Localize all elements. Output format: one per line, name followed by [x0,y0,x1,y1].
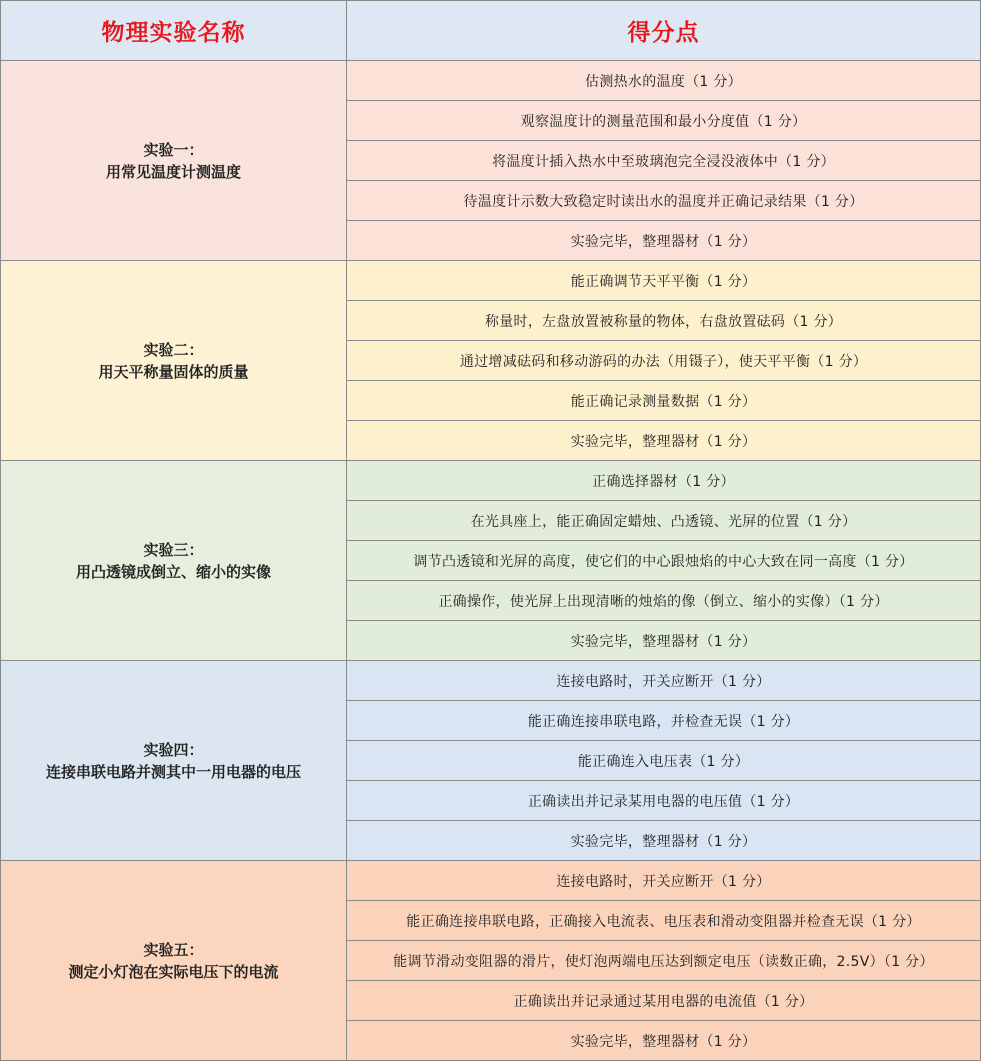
scoring-point-cell: 实验完毕，整理器材（1 分） [347,1021,981,1061]
scoring-point-cell: 将温度计插入热水中至玻璃泡完全浸没液体中（1 分） [347,141,981,181]
experiment-name-cell [1,61,347,261]
scoring-point-cell: 实验完毕，整理器材（1 分） [347,421,981,461]
experiment-subtitle: 用天平称量固体的质量 [98,362,249,381]
experiment-subtitle: 连接串联电路并测其中一用电器的电压 [45,762,301,781]
scoring-point-cell: 能正确连入电压表（1 分） [347,741,981,781]
experiment-title: 实验四： [143,740,204,759]
scoring-point-cell: 待温度计示数大致稳定时读出水的温度并正确记录结果（1 分） [347,181,981,221]
table-row [1,261,981,301]
scoring-point-cell: 连接电路时，开关应断开（1 分） [347,661,981,701]
scoring-point-cell: 能正确连接串联电路，并检查无误（1 分） [347,701,981,741]
table-row [1,661,981,701]
scoring-point-cell: 能调节滑动变阻器的滑片，使灯泡两端电压达到额定电压（读数正确，2.5V）（1 分） [347,941,981,981]
experiment-name-cell [1,861,347,1061]
scoring-point-cell: 正确操作，使光屏上出现清晰的烛焰的像（倒立、缩小的实像）（1 分） [347,581,981,621]
experiment-name-header: 物理实验名称 [1,1,347,61]
scoring-point-cell: 连接电路时，开关应断开（1 分） [347,861,981,901]
table-row [1,861,981,901]
scoring-point-cell: 正确选择器材（1 分） [347,461,981,501]
table-header [1,1,981,61]
experiment-title: 实验三： [143,540,204,559]
experiment-subtitle: 测定小灯泡在实际电压下的电流 [68,962,279,981]
table-body [1,61,981,1061]
scoring-point-cell: 称量时，左盘放置被称量的物体，右盘放置砝码（1 分） [347,301,981,341]
experiment-name-cell [1,661,347,861]
scoring-points-header: 得分点 [347,1,981,61]
scoring-point-cell: 实验完毕，整理器材（1 分） [347,621,981,661]
scoring-point-cell: 能正确连接串联电路，正确接入电流表、电压表和滑动变阻器并检查无误（1 分） [347,901,981,941]
scoring-point-cell: 正确读出并记录通过某用电器的电流值（1 分） [347,981,981,1021]
table-row [1,461,981,501]
experiment-title: 实验五： [143,940,204,959]
table-row [1,61,981,101]
experiment-name-cell [1,461,347,661]
scoring-point-cell: 正确读出并记录某用电器的电压值（1 分） [347,781,981,821]
experiment-subtitle: 用凸透镜成倒立、缩小的实像 [75,562,271,581]
scoring-point-cell: 估测热水的温度（1 分） [347,61,981,101]
scoring-point-cell: 实验完毕，整理器材（1 分） [347,221,981,261]
scoring-point-cell: 调节凸透镜和光屏的高度，使它们的中心跟烛焰的中心大致在同一高度（1 分） [347,541,981,581]
scoring-point-cell: 观察温度计的测量范围和最小分度值（1 分） [347,101,981,141]
experiment-subtitle: 用常见温度计测温度 [105,162,241,181]
scoring-point-cell: 实验完毕，整理器材（1 分） [347,821,981,861]
scoring-point-cell: 在光具座上，能正确固定蜡烛、凸透镜、光屏的位置（1 分） [347,501,981,541]
scoring-point-cell: 能正确调节天平平衡（1 分） [347,261,981,301]
experiment-title: 实验一： [143,140,204,159]
scoring-point-cell: 能正确记录测量数据（1 分） [347,381,981,421]
experiment-title: 实验二： [143,340,204,359]
experiment-name-cell [1,261,347,461]
scoring-point-cell: 通过增减砝码和移动游码的办法（用镊子），使天平平衡（1 分） [347,341,981,381]
